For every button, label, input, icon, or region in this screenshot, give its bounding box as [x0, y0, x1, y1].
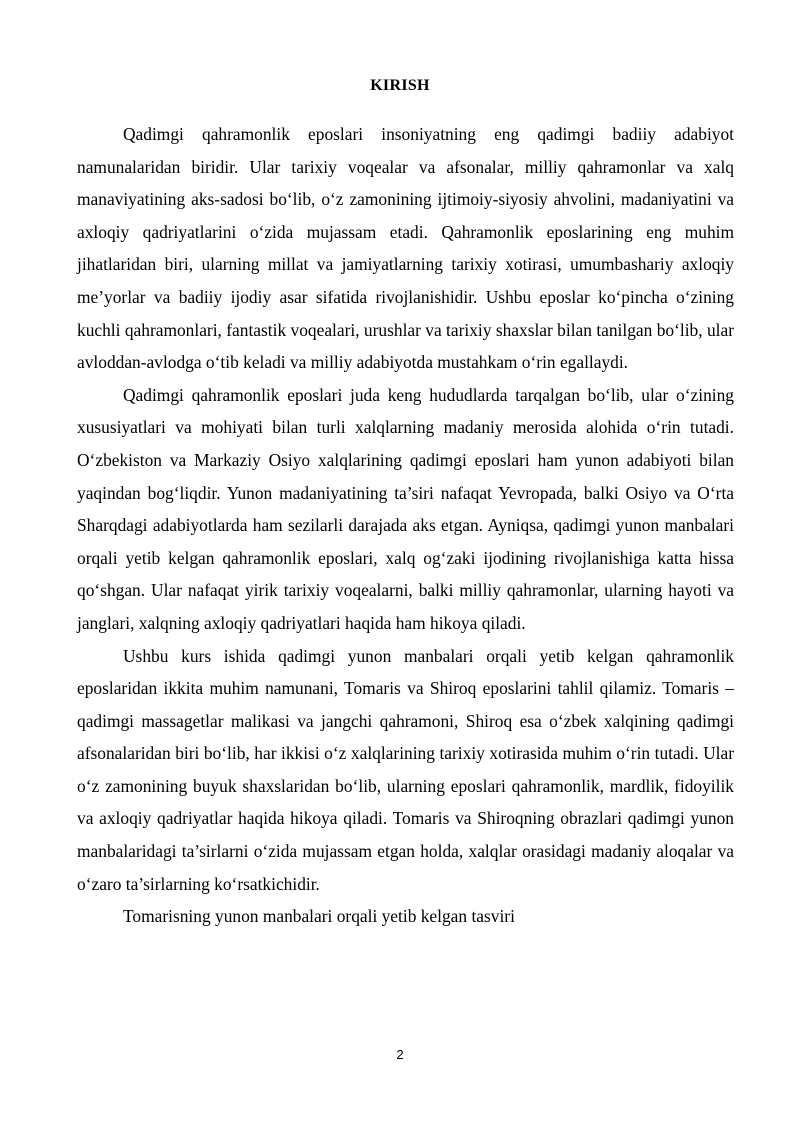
paragraph-3: Ushbu kurs ishida qadimgi yunon manbalari orqali yetib kelgan qahramonlik eposlaridan ikkita muhim namunani, Tomaris va Shiroq eposlarini tahlil qilamiz. Tomaris – qadimgi massagetlar malikasi va jangchi qahramoni, Shiroq esa o‘zbek xalqining qadimgi afsonalaridan biri bo‘lib, har ikkisi o‘z xalqlarining tarixiy xotirasida muhim o‘rin tutadi. Ular o‘z zamonining buyuk shaxslaridan bo‘lib, ularning eposlari qahramonlik, mardlik, fidoyilik va axloqiy qadriyatlar haqida hikoya qiladi. Tomaris va Shiroqning obrazlari qadimgi yunon manbalaridagi ta’sirlarni o‘zida mujassam etgan holda, xalqlar orasidagi madaniy aloqalar va o‘zaro ta’sirlarning ko‘rsatkichidir. — [77, 645, 734, 894]
page-number: 2 — [396, 1047, 404, 1062]
paragraph-4: Tomarisning yunon manbalari orqali yetib kelgan tasviri — [123, 906, 515, 927]
section-heading: KIRISH — [370, 77, 430, 94]
body-text — [77, 118, 734, 933]
paragraph-2: Qadimgi qahramonlik eposlari juda keng hududlarda tarqalgan bo‘lib, ular o‘zining xususiyatlari va mohiyati bilan turli xalqlarning madaniy merosida alohida o‘rin tutadi. O‘zbekiston va Markaziy Osiyo xalqlarining qadimgi eposlari ham yunon adabiyoti bilan yaqindan bog‘liqdir. Yunon madaniyatining ta’siri nafaqat Yevropada, balki Osiyo va O‘rta Sharqdagi adabiyotlarda ham sezilarli darajada aks etgan. Ayniqsa, qadimgi yunon manbalari orqali yetib kelgan qahramonlik eposlari, xalq og‘zaki ijodining rivojlanishiga katta hissa qo‘shgan. Ular nafaqat yirik tarixiy voqealarni, balki milliy qahramonlar, ularning hayoti va janglari, xalqning axloqiy qadriyatlari haqida ham hikoya qiladi. — [77, 384, 734, 633]
paragraph-1: Qadimgi qahramonlik eposlari insoniyatning eng qadimgi badiiy adabiyot namunalaridan biridir. Ular tarixiy voqealar va afsonalar, milliy qahramonlar va xalq manaviyatining aks-sadosi bo‘lib, o‘z zamonining ijtimoiy-siyosiy ahvolini, madaniyatini va axloqiy qadriyatlarini o‘zida mujassam etadi. Qahramonlik eposlarining eng muhim jihatlaridan biri, ularning millat va jamiyatlarning tarixiy xotirasi, umumbashariy axloqiy me’yorlar va badiiy ijodiy asar sifatida rivojlanishidir. Ushbu eposlar ko‘pincha o‘zining kuchli qahramonlari, fantastik voqealari, urushlar va tarixiy shaxslar bilan tanilgan bo‘lib, ular avloddan-avlodga o‘tib keladi va milliy adabiyotda mustahkam o‘rin egallaydi. — [77, 124, 734, 373]
